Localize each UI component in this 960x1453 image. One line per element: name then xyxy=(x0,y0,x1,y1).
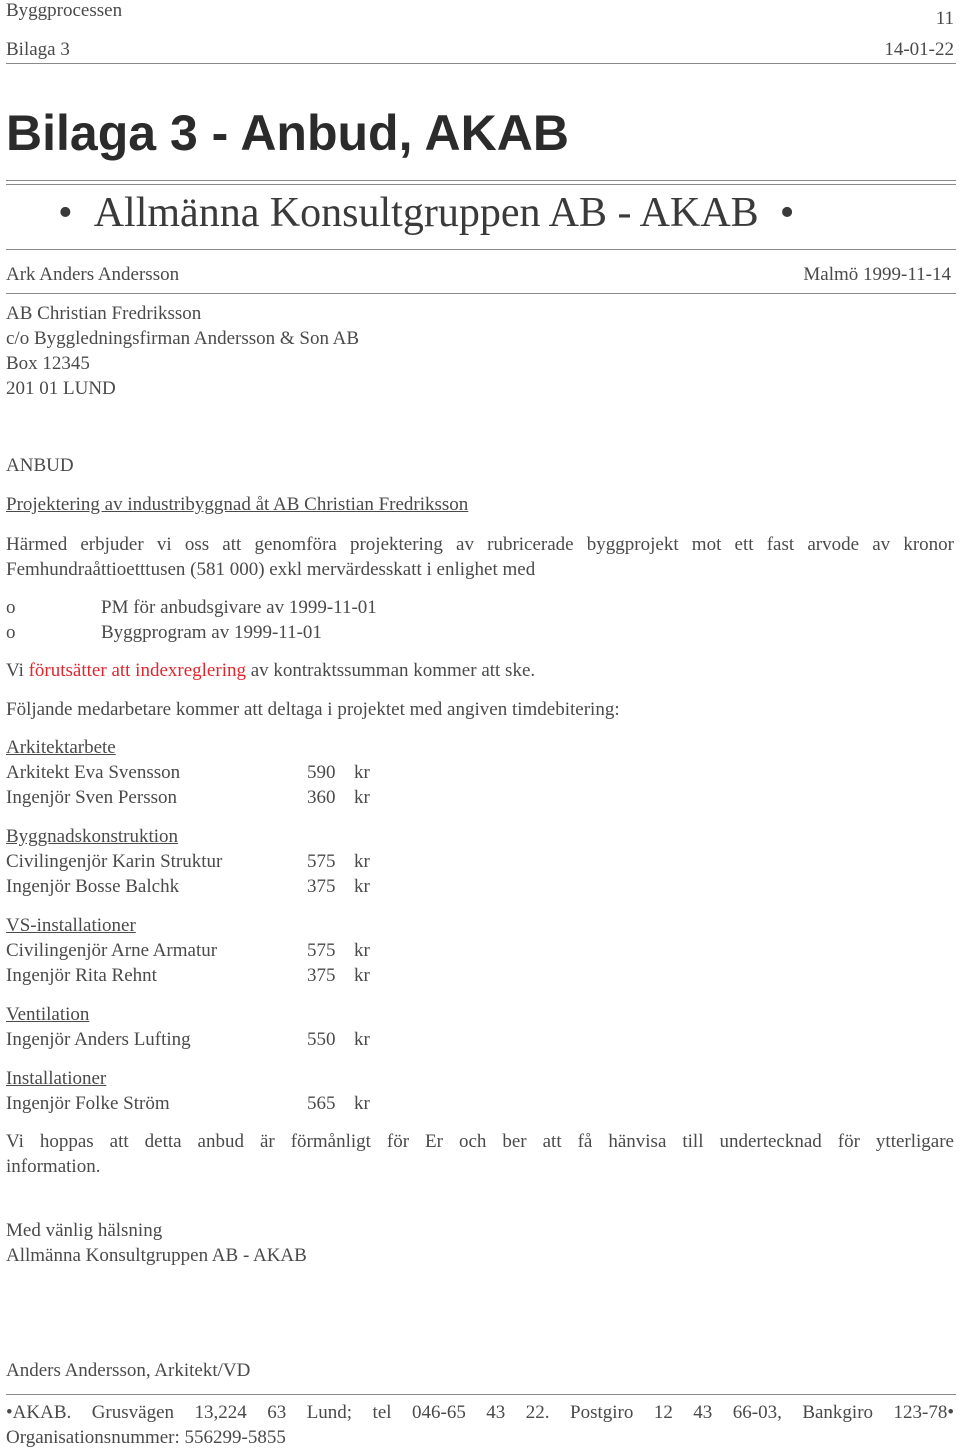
staff-unit: kr xyxy=(354,1093,370,1114)
header-left-top: Byggprocessen xyxy=(6,0,123,21)
staff-rate: 360 xyxy=(307,787,336,808)
staff-rate: 550 xyxy=(307,1029,336,1050)
greeting: Med vänlig hälsning xyxy=(6,1220,163,1241)
header-date: 14-01-22 xyxy=(884,39,954,60)
group-heading: VS-installationer xyxy=(6,915,136,936)
staff-name: Ingenjör Bosse Balchk xyxy=(6,876,180,897)
recipient-line: Box 12345 xyxy=(6,353,90,374)
footer-org-number: Organisationsnummer: 556299-5855 xyxy=(6,1427,286,1448)
bullet-left: • xyxy=(58,190,94,236)
staff-unit: kr xyxy=(354,876,370,897)
company-heading: Allmänna Konsultgruppen AB - AKAB xyxy=(93,190,759,236)
index-clause-pre: Vi xyxy=(6,660,29,681)
staff-name: Ingenjör Folke Ström xyxy=(6,1093,170,1114)
bullet-right: • xyxy=(758,190,795,236)
group-heading: Byggnadskonstruktion xyxy=(6,826,179,847)
company-heading-row xyxy=(58,189,794,237)
header-left-bottom: Bilaga 3 xyxy=(6,39,70,60)
subject: ANBUD xyxy=(6,455,74,476)
index-clause xyxy=(6,660,535,682)
signature: Anders Andersson, Arkitekt/VD xyxy=(6,1360,251,1381)
staff-rate: 575 xyxy=(307,851,336,872)
recipient-line: c/o Byggledningsfirman Andersson & Son AB xyxy=(6,328,360,349)
offer-text-cont: Femhundraåttioetttusen (581 000) exkl mervärdesskatt i enlighet med xyxy=(6,559,536,580)
group-heading: Arkitektarbete xyxy=(6,737,116,758)
list-item: Byggprogram av 1999-11-01 xyxy=(101,622,322,643)
group-heading: Ventilation xyxy=(6,1004,90,1025)
staff-rate: 375 xyxy=(307,876,336,897)
staff-rate: 590 xyxy=(307,762,336,783)
staff-unit: kr xyxy=(354,851,370,872)
staff-name: Civilingenjör Arne Armatur xyxy=(6,940,218,961)
closing-text: Vi hoppas att detta anbud är förmånligt för Er och ber att få hänvisa till undertecknad för ytterligare xyxy=(6,1131,954,1152)
staff-name: Civilingenjör Karin Struktur xyxy=(6,851,223,872)
title-rule xyxy=(6,180,956,185)
closing-text-cont: information. xyxy=(6,1156,101,1177)
page-number: 11 xyxy=(935,8,954,29)
project-title: Projektering av industribyggnad åt AB Christian Fredriksson xyxy=(6,494,469,515)
sender: Ark Anders Andersson xyxy=(6,264,180,285)
staff-unit: kr xyxy=(354,787,370,808)
footer-rule xyxy=(6,1394,956,1395)
recipient-line: 201 01 LUND xyxy=(6,378,116,399)
index-clause-highlight: förutsätter att indexreglering xyxy=(28,660,246,681)
sender-rule xyxy=(6,293,956,294)
list-bullet: o xyxy=(6,597,16,618)
index-clause-post: av kontraktssumman kommer att ske. xyxy=(245,660,536,681)
footer-address: •AKAB. Grusvägen 13,224 63 Lund; tel 046-65 43 22. Postgiro 12 43 66-03, Bankgiro 123-78• xyxy=(6,1402,954,1423)
staff-unit: kr xyxy=(354,762,370,783)
staff-rate: 565 xyxy=(307,1093,336,1114)
staff-rate: 375 xyxy=(307,965,336,986)
offer-text: Härmed erbjuder vi oss att genomföra projektering av rubricerade byggprojekt mot ett fast arvode av kronor xyxy=(6,534,954,555)
group-heading: Installationer xyxy=(6,1068,107,1089)
staff-unit: kr xyxy=(354,965,370,986)
staff-name: Ingenjör Rita Rehnt xyxy=(6,965,157,986)
greeting-company: Allmänna Konsultgruppen AB - AKAB xyxy=(6,1245,307,1266)
staff-unit: kr xyxy=(354,1029,370,1050)
staff-name: Ingenjör Sven Persson xyxy=(6,787,177,808)
staff-unit: kr xyxy=(354,940,370,961)
header-rule xyxy=(6,63,956,64)
list-item: PM för anbudsgivare av 1999-11-01 xyxy=(101,597,377,618)
staff-name: Ingenjör Anders Lufting xyxy=(6,1029,191,1050)
list-bullet: o xyxy=(6,622,16,643)
company-rule xyxy=(6,249,956,250)
staff-name: Arkitekt Eva Svensson xyxy=(6,762,181,783)
page-title: Bilaga 3 - Anbud, AKAB xyxy=(6,105,569,161)
place-date: Malmö 1999-11-14 xyxy=(803,264,951,285)
staff-rate: 575 xyxy=(307,940,336,961)
staff-intro: Följande medarbetare kommer att deltaga i projektet med angiven timdebitering: xyxy=(6,699,620,720)
recipient-line: AB Christian Fredriksson xyxy=(6,303,202,324)
